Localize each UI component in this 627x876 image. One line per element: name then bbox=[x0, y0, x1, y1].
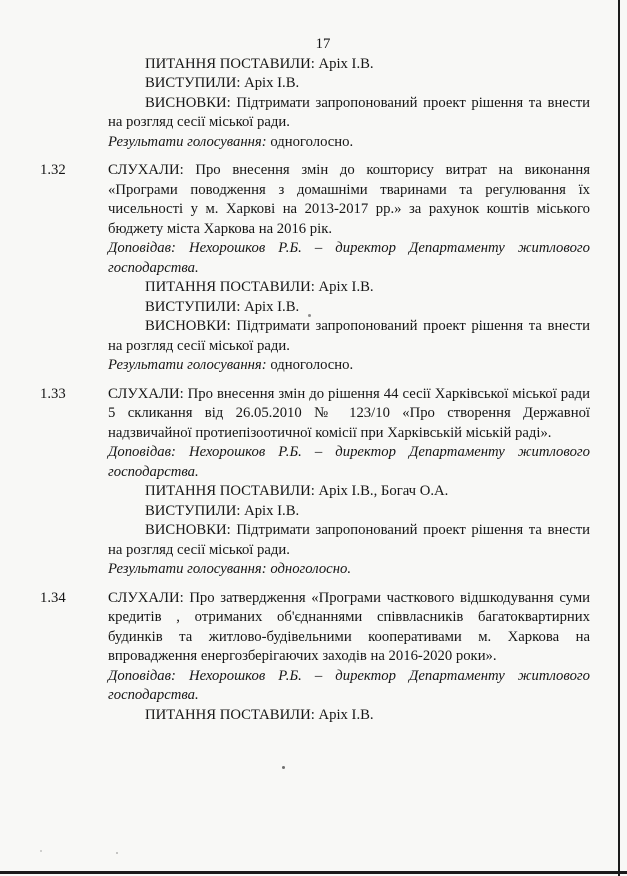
scan-speck bbox=[308, 314, 311, 317]
reporter-paragraph: Доповідав: Нехорошков Р.Б. – директор Департаменту житлового господарства. bbox=[108, 667, 590, 703]
scan-speck bbox=[282, 766, 285, 769]
vote-result-value: одноголосно. bbox=[270, 133, 354, 150]
conclusions-paragraph: ВИСНОВКИ: Підтримати запропонований проект рішення та внести на розгляд сесії міської ради. bbox=[108, 522, 590, 558]
reporter-paragraph: Доповідав: Нехорошков Р.Б. – директор Департаменту житлового господарства. bbox=[108, 240, 590, 276]
vote-result-label: Результати голосування: bbox=[108, 133, 267, 150]
speakers-paragraph: ВИСТУПИЛИ: Аріх І.В. bbox=[145, 298, 300, 315]
questions-paragraph: ПИТАННЯ ПОСТАВИЛИ: Аріх І.В. bbox=[145, 279, 374, 295]
agenda-item-text: СЛУХАЛИ: Про внесення змін до кошторису витрат на виконання «Програми поводження з домашніми тваринами та регулювання їх чисельності у м. Харкові на 2013-2017 рр.» за рахунок коштів міського бюджету міста Харкова на 2016 рік. bbox=[108, 162, 590, 237]
speakers-paragraph: ВИСТУПИЛИ: Аріх І.В. bbox=[145, 502, 300, 519]
agenda-item-text: СЛУХАЛИ: Про внесення змін до рішення 44 сесії Харківської міської ради 5 скликання від 26.05.2010 № 123/10 «Про створення Державної надзвичайної протиепізоотичної комісії при Харківській міській раді». bbox=[108, 385, 590, 441]
vote-result-label: Результати голосування: bbox=[108, 561, 267, 577]
speakers-paragraph: ВИСТУПИЛИ: Аріх І.В. bbox=[145, 75, 300, 91]
scan-speck bbox=[116, 852, 118, 854]
conclusions-paragraph: ВИСНОВКИ: Підтримати запропонований проект рішення та внести на розгляд сесії міської ради. bbox=[108, 318, 590, 354]
agenda-item-number: 1.34 bbox=[40, 589, 66, 606]
agenda-item-1-33 bbox=[40, 385, 590, 444]
scan-speck bbox=[40, 850, 42, 852]
vote-result-paragraph bbox=[108, 356, 590, 376]
vote-result-value: одноголосно. bbox=[270, 357, 354, 373]
questions-paragraph: ПИТАННЯ ПОСТАВИЛИ: Аріх І.В. bbox=[145, 706, 374, 723]
agenda-item-1-32 bbox=[40, 161, 590, 239]
questions-paragraph: ПИТАННЯ ПОСТАВИЛИ: Аріх І.В., Богач О.А. bbox=[145, 483, 449, 499]
agenda-item-number: 1.33 bbox=[40, 385, 66, 402]
scan-edge-right bbox=[618, 0, 620, 876]
reporter-paragraph: Доповідав: Нехорошков Р.Б. – директор Департаменту житлового господарства. bbox=[108, 444, 590, 480]
questions-paragraph: ПИТАННЯ ПОСТАВИЛИ: Аріх І.В. bbox=[145, 55, 374, 72]
vote-result-label: Результати голосування: bbox=[108, 357, 267, 373]
conclusions-paragraph: ВИСНОВКИ: Підтримати запропонований проект рішення та внести на розгляд сесії міської ради. bbox=[108, 94, 590, 130]
agenda-item-1-34 bbox=[40, 589, 590, 667]
agenda-item-text: СЛУХАЛИ: Про затвердження «Програми часткового відшкодування суми кредитів , отриманих об'єднаннями співвласників багатоквартирних будинків та житлово-будівельними кооперативами м. Харкова на впровадження енергозберігаючих заходів на 2016-2020 роки». bbox=[108, 589, 590, 664]
vote-result-value: одноголосно. bbox=[270, 561, 351, 577]
vote-result-paragraph bbox=[108, 560, 590, 580]
page-content bbox=[40, 35, 590, 725]
agenda-item-number: 1.32 bbox=[40, 162, 66, 178]
page-number: 17 bbox=[315, 36, 331, 52]
vote-result-paragraph bbox=[108, 133, 590, 153]
scan-edge-bottom bbox=[0, 871, 627, 874]
